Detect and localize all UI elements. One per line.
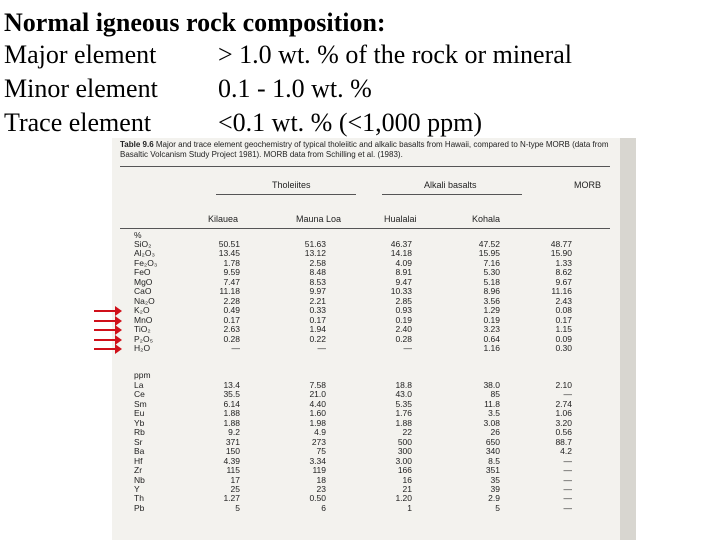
trace-cell: — [563, 503, 572, 513]
major-cell: 3.56 [483, 296, 500, 306]
trace-cell: 300 [397, 446, 412, 456]
definition-value: 0.1 - 1.0 wt. % [218, 74, 372, 103]
table-caption [120, 140, 620, 160]
trace-cell: 1.20 [395, 493, 412, 503]
red-arrow-icon [94, 320, 120, 322]
trace-cell: 273 [311, 437, 326, 447]
major-cell: 2.58 [309, 258, 326, 268]
trace-cell: 7.58 [309, 380, 326, 390]
trace-cell: 35 [490, 475, 500, 485]
major-cell: 0.49 [223, 305, 240, 315]
trace-cell: 500 [397, 437, 412, 447]
major-cell: 0.93 [395, 305, 412, 315]
red-arrow-icon [94, 348, 120, 350]
major-row-label: Fe₂O₃ [134, 258, 158, 268]
major-unit-label: % [134, 230, 142, 240]
major-cell: 1.29 [483, 305, 500, 315]
scanned-table-image [112, 138, 636, 540]
major-cell: 50.51 [218, 239, 240, 249]
trace-cell: 21.0 [309, 389, 326, 399]
major-cell: 8.62 [555, 267, 572, 277]
major-cell: 5.18 [483, 277, 500, 287]
major-cell: 0.28 [395, 334, 412, 344]
trace-row-label: La [134, 380, 144, 390]
major-row-label: MgO [134, 277, 153, 287]
major-cell: 9.47 [395, 277, 412, 287]
major-cell: 2.63 [223, 324, 240, 334]
definition-label: Major element [4, 40, 157, 69]
red-arrow-icon [94, 329, 120, 331]
trace-cell: 6.14 [223, 399, 240, 409]
trace-cell: 1.27 [223, 493, 240, 503]
trace-cell: 3.20 [555, 418, 572, 428]
major-cell: 15.95 [478, 248, 500, 258]
trace-cell: 1.98 [309, 418, 326, 428]
red-arrow-icon [94, 310, 120, 312]
trace-cell: — [563, 389, 572, 399]
major-cell: 51.63 [304, 239, 326, 249]
major-row-label: Al₂O₃ [134, 248, 155, 258]
major-cell: 4.09 [395, 258, 412, 268]
trace-cell: 3.34 [309, 456, 326, 466]
definition-value: > 1.0 wt. % of the rock or mineral [218, 40, 573, 69]
trace-cell: 3.08 [483, 418, 500, 428]
major-cell: 8.48 [309, 267, 326, 277]
major-cell: 0.17 [555, 315, 572, 325]
group-header-tholeiites: Tholeiites [272, 180, 311, 190]
major-cell: — [231, 343, 240, 353]
major-cell: 0.17 [309, 315, 326, 325]
major-cell: 1.33 [555, 258, 572, 268]
definition-label: Minor element [4, 74, 158, 103]
major-cell: 9.59 [223, 267, 240, 277]
trace-cell: 2.10 [555, 380, 572, 390]
table-top-rule [120, 166, 610, 167]
definition-value: <0.1 wt. % (<1,000 ppm) [218, 108, 483, 137]
column-header-mauna-loa: Mauna Loa [296, 214, 342, 224]
trace-cell: 25 [230, 484, 240, 494]
trace-row-label: Ba [134, 446, 145, 456]
major-cell: 0.22 [309, 334, 326, 344]
major-cell: 5.30 [483, 267, 500, 277]
major-cell: — [317, 343, 326, 353]
trace-cell: 5 [235, 503, 240, 513]
trace-cell: 371 [225, 437, 240, 447]
major-cell: 8.96 [483, 286, 500, 296]
trace-cell: 3.5 [488, 408, 500, 418]
major-cell: 8.53 [309, 277, 326, 287]
trace-cell: 5.35 [395, 399, 412, 409]
major-cell: 1.78 [223, 258, 240, 268]
trace-row-label: Sr [134, 437, 143, 447]
major-cell: 0.09 [555, 334, 572, 344]
major-row-label: FeO [134, 267, 151, 277]
major-cell: 0.08 [555, 305, 572, 315]
trace-cell: 115 [226, 465, 240, 475]
major-row-label: MnO [134, 315, 153, 325]
trace-cell: 11.8 [484, 399, 500, 409]
trace-cell: 2.74 [555, 399, 572, 409]
trace-cell: 17 [230, 475, 240, 485]
trace-cell: — [563, 456, 572, 466]
trace-cell: 9.2 [228, 427, 240, 437]
group-header-morb: MORB [574, 180, 601, 190]
major-cell: 14.18 [390, 248, 412, 258]
header-bottom-rule [120, 228, 610, 229]
trace-cell: — [563, 484, 572, 494]
trace-cell: 23 [316, 484, 326, 494]
definition-label: Trace element [4, 108, 152, 137]
trace-cell: 1.88 [395, 418, 412, 428]
red-arrow-icon [94, 339, 120, 341]
trace-cell: 340 [485, 446, 500, 456]
major-cell: 0.19 [395, 315, 412, 325]
major-cell: 2.21 [309, 296, 326, 306]
trace-row-label: Hf [134, 456, 143, 466]
trace-cell: 39 [490, 484, 500, 494]
trace-cell: 43.0 [395, 389, 412, 399]
trace-cell: 119 [312, 465, 326, 475]
major-cell: 11.16 [551, 286, 572, 296]
trace-cell: 18.8 [395, 380, 412, 390]
trace-cell: 1.06 [555, 408, 572, 418]
trace-cell: 351 [485, 465, 500, 475]
major-cell: 7.16 [483, 258, 500, 268]
trace-cell: 13.4 [223, 380, 240, 390]
trace-cell: 4.9 [314, 427, 326, 437]
table-caption-text: Major and trace element geochemistry of typical tholeiitic and alkalic basalts from Hawaii, compared to N-type MORB (data from Basaltic Volcanism Study Project 1981). MORB data from Schilling et al. (1983). [120, 140, 609, 159]
trace-cell: — [563, 493, 572, 503]
major-cell: — [403, 343, 412, 353]
column-header-kohala: Kohala [472, 214, 501, 224]
trace-row-label: Ce [134, 389, 145, 399]
major-cell: 0.17 [223, 315, 240, 325]
major-cell: 0.28 [223, 334, 240, 344]
major-cell: 0.33 [309, 305, 326, 315]
trace-row-label: Nb [134, 475, 145, 485]
major-cell: 11.18 [219, 286, 240, 296]
major-cell: 3.23 [483, 324, 500, 334]
trace-cell: 1.88 [223, 418, 240, 428]
major-cell: 2.40 [395, 324, 412, 334]
trace-cell: 75 [316, 446, 326, 456]
column-header-kilauea: Kilauea [208, 214, 239, 224]
definition-title: Normal igneous rock composition: [4, 8, 386, 37]
trace-cell: 6 [321, 503, 326, 513]
trace-row-label: Pb [134, 503, 145, 513]
trace-cell: 0.56 [555, 427, 572, 437]
trace-row-label: Zr [134, 465, 143, 475]
major-cell: 8.91 [395, 267, 412, 277]
major-cell: 2.85 [395, 296, 412, 306]
trace-cell: 8.5 [488, 456, 500, 466]
major-cell: 0.19 [483, 315, 500, 325]
trace-cell: 0.50 [309, 493, 326, 503]
column-header-hualalai: Hualalai [384, 214, 417, 224]
major-cell: 10.33 [390, 286, 412, 296]
major-cell: 9.97 [309, 286, 326, 296]
trace-unit-label: ppm [134, 370, 151, 380]
trace-cell: 4.2 [560, 446, 572, 456]
trace-cell: 4.40 [309, 399, 326, 409]
major-cell: 13.45 [218, 248, 240, 258]
trace-cell: 35.5 [223, 389, 240, 399]
trace-cell: 1.60 [309, 408, 326, 418]
scan-page-edge [620, 138, 636, 540]
trace-cell: 3.00 [395, 456, 412, 466]
major-row-label: K₂O [134, 305, 150, 315]
major-cell: 9.67 [555, 277, 572, 287]
major-row-label: Na₂O [134, 296, 155, 306]
major-row-label: SiO₂ [134, 239, 152, 249]
major-cell: 48.77 [550, 239, 572, 249]
trace-cell: 1 [407, 503, 412, 513]
trace-row-label: Y [134, 484, 140, 494]
trace-row-label: Rb [134, 427, 145, 437]
trace-cell: 1.76 [395, 408, 412, 418]
major-cell: 47.52 [478, 239, 500, 249]
major-row-label: H₂O [134, 343, 151, 353]
trace-cell: 166 [397, 465, 412, 475]
major-cell: 15.90 [550, 248, 572, 258]
major-cell: 0.30 [555, 343, 572, 353]
table-number: Table 9.6 [120, 140, 154, 149]
major-cell: 2.28 [223, 296, 240, 306]
major-row-label: CaO [134, 286, 152, 296]
definition-row-minor [4, 74, 704, 106]
major-row-label: P₂O₅ [134, 334, 154, 344]
trace-cell: 85 [490, 389, 500, 399]
trace-cell: 38.0 [483, 380, 500, 390]
group-header-alkali-basalts: Alkali basalts [424, 180, 477, 190]
trace-cell: 16 [402, 475, 412, 485]
major-cell: 1.94 [309, 324, 326, 334]
group-rule-alkali [382, 194, 522, 195]
trace-cell: 150 [225, 446, 240, 456]
trace-row-label: Eu [134, 408, 145, 418]
trace-cell: — [563, 465, 572, 475]
trace-cell: 26 [490, 427, 500, 437]
major-row-label: TiO₂ [134, 324, 151, 334]
trace-cell: 650 [485, 437, 500, 447]
trace-row-label: Th [134, 493, 144, 503]
trace-cell: 22 [402, 427, 412, 437]
trace-cell: 88.7 [555, 437, 572, 447]
trace-cell: 1.88 [223, 408, 240, 418]
major-cell: 13.12 [304, 248, 326, 258]
trace-row-label: Yb [134, 418, 145, 428]
major-cell: 1.15 [555, 324, 572, 334]
trace-cell: 4.39 [223, 456, 240, 466]
definition-row-major [4, 40, 704, 72]
major-cell: 0.64 [483, 334, 500, 344]
trace-cell: 21 [402, 484, 412, 494]
group-rule-tholeiites [216, 194, 356, 195]
major-cell: 7.47 [223, 277, 240, 287]
trace-cell: — [563, 475, 572, 485]
trace-cell: 18 [316, 475, 326, 485]
major-cell: 2.43 [555, 296, 572, 306]
trace-cell: 2.9 [488, 493, 500, 503]
major-cell: 46.37 [390, 239, 412, 249]
trace-cell: 5 [495, 503, 500, 513]
trace-row-label: Sm [134, 399, 147, 409]
definition-row-trace [4, 108, 704, 140]
major-cell: 1.16 [483, 343, 500, 353]
